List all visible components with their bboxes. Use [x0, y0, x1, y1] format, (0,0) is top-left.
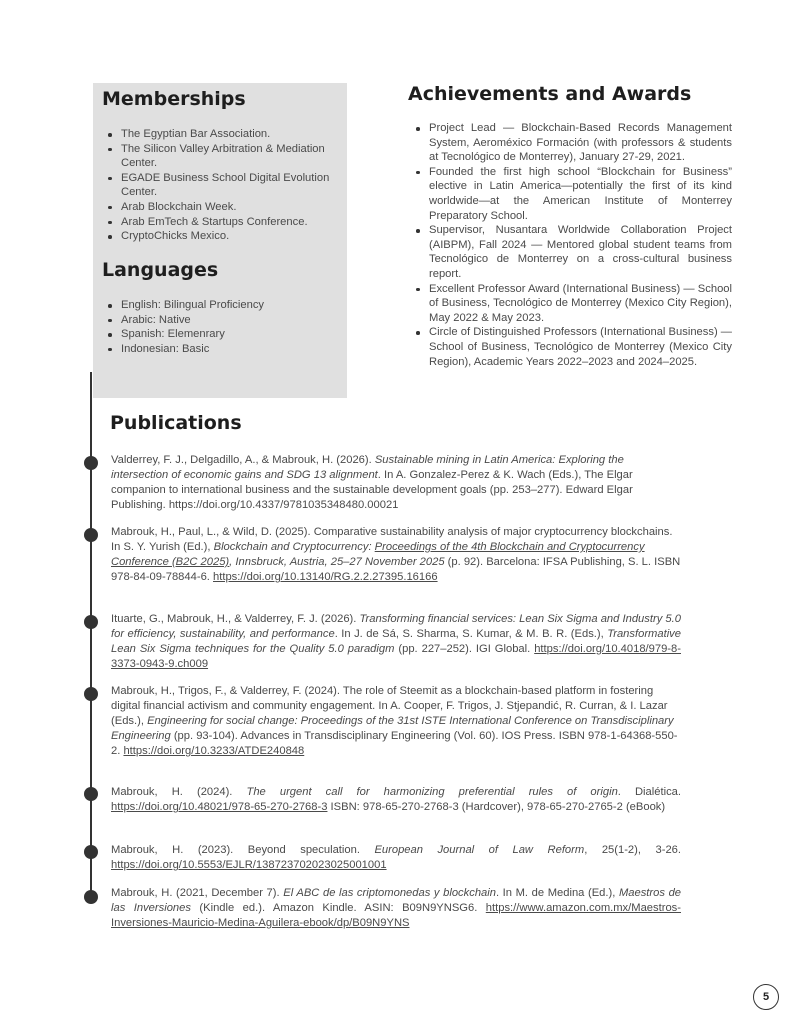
publication-entry: Mabrouk, H. (2024). The urgent call for harmonizing preferential rules of origin. Dialética. https://doi.org/10.48021/978-65-270-2768-3 ISBN: 978-65-270-2768-3 (Hardcover), 978-65-270-2765-2 (eBook): [111, 786, 681, 813]
doi-link[interactable]: https://doi.org/10.5553/EJLR/138723702023025001001: [111, 859, 387, 871]
list-item: Supervisor, Nusantara Worldwide Collaboration Project (AIBPM), Fall 2024 — Mentored global student teams from Tecnológico de Monterrey on a cross-cultural business report.: [410, 223, 732, 281]
list-item: Founded the first high school “Blockchain for Business” elective in Latin America—potentially the first of its kind worldwide—at the American Institute of Monterrey Preparatory School.: [410, 165, 732, 223]
amazon-link[interactable]: https://www.amazon.com.mx/Maestros-Inversiones-Mauricio-Medina-Aguilera-ebook/dp/B09N9YNS: [111, 902, 681, 929]
list-item: EGADE Business School Digital Evolution Center.: [102, 171, 342, 200]
doi-link[interactable]: https://doi.org/10.48021/978-65-270-2768-3: [111, 801, 328, 813]
memberships-heading: Memberships: [102, 88, 246, 110]
memberships-list: [102, 127, 342, 244]
timeline-dot-icon: [84, 787, 98, 801]
timeline-dot-icon: [84, 615, 98, 629]
doi-link[interactable]: https://doi.org/10.13140/RG.2.2.27395.16166: [213, 571, 438, 583]
timeline-dot-icon: [84, 890, 98, 904]
proceedings-link[interactable]: Proceedings of the 4th Blockchain and Cryptocurrency Conference (B2C 2025): [111, 541, 645, 568]
timeline-dot-icon: [84, 528, 98, 542]
list-item: The Egyptian Bar Association.: [102, 127, 342, 142]
achievements-list: [410, 121, 732, 369]
doi-link[interactable]: https://doi.org/10.4018/979-8-3373-0943-9.ch009: [111, 643, 681, 670]
list-item: Project Lead — Blockchain-Based Records Management System, Aeroméxico Formación (with professors & students at Tecnológico de Monterrey), January 27-29, 2021.: [410, 121, 732, 165]
list-item: Spanish: Elemenrary: [102, 327, 342, 342]
list-item: Arab Blockchain Week.: [102, 200, 342, 215]
achievements-heading: Achievements and Awards: [408, 83, 692, 105]
list-item: Indonesian: Basic: [102, 342, 342, 357]
page-number: 5: [753, 984, 779, 1010]
publication-entry: Mabrouk, H. (2021, December 7). El ABC de las criptomonedas y blockchain. In M. de Medina (Ed.), Maestros de las Inversiones (Kindle ed.). Amazon Kindle. ASIN: B09N9YNSG6. https://www.amazon.com.mx/Maestros-Inversiones-Mauricio-Medina-Aguilera-ebook/dp/B09N9YNS: [111, 887, 682, 929]
list-item: Circle of Distinguished Professors (International Business) — School of Business, Tecnológico de Monterrey (Mexico City Region), Academic Years 2022–2023 and 2024–2025.: [410, 325, 732, 369]
timeline-dot-icon: [84, 687, 98, 701]
publication-entry: Mabrouk, H. (2023). Beyond speculation. European Journal of Law Reform, 25(1-2), 3-26. https://doi.org/10.5553/EJLR/138723702023025001001: [111, 844, 681, 871]
list-item: The Silicon Valley Arbitration & Mediation Center.: [102, 142, 342, 171]
list-item: Arabic: Native: [102, 313, 342, 328]
publication-entry: Mabrouk, H., Trigos, F., & Valderrey, F. (2024). The role of Steemit as a blockchain-based platform in fostering digital financial activism and community engagement. In A. Cooper, F. Trigos, J. Stjepandić, R. Curran, & I. Lazar (Eds.), Engineering for social change: Proceedings of the 31st ISTE International Conference on Transdisciplinary Engineering (pp. 93-104). Advances in Transdisciplinary Engineering (Vol. 60). IOS Press. ISBN 978-1-64368-550-2. https://doi.org/10.3233/ATDE240848: [111, 685, 678, 757]
timeline-line: [90, 372, 92, 897]
timeline-dot-icon: [84, 456, 98, 470]
list-item: Excellent Professor Award (International Business) — School of Business, Tecnológico de Monterrey (Mexico City Region), May 2022 & May 2023.: [410, 282, 732, 326]
languages-heading: Languages: [102, 259, 219, 281]
list-item: Arab EmTech & Startups Conference.: [102, 215, 342, 230]
languages-list: [102, 298, 342, 356]
doi-link[interactable]: https://doi.org/10.3233/ATDE240848: [123, 745, 305, 757]
publication-entry: Mabrouk, H., Paul, L., & Wild, D. (2025). Comparative sustainability analysis of major cryptocurrency blockchains. In S. Y. Yurish (Ed.), Blockchain and Cryptocurrency: Proceedings of the 4th Blockchain and Cryptocurrency Conference (B2C 2025), Innsbruck, Austria, 25–27 November 2025 (p. 92). Barcelona: IFSA Publishing, S. L. ISBN 978-84-09-78844-6. https://doi.org/10.13140/RG.2.2.27395.16166: [111, 526, 681, 583]
list-item: CryptoChicks Mexico.: [102, 229, 342, 244]
publications-heading: Publications: [110, 412, 242, 434]
timeline-dot-icon: [84, 845, 98, 859]
list-item: English: Bilingual Proficiency: [102, 298, 342, 313]
publication-entry: Valderrey, F. J., Delgadillo, A., & Mabrouk, H. (2026). Sustainable mining in Latin America: Exploring the intersection of economic gains and SDG 13 alignment. In A. Gonzalez-Perez & K. Wach (Eds.), The Elgar companion to international business and the sustainable development goals (pp. 253–277). Edward Elgar Publishing. https://doi.org/10.4337/9781035348480.00021: [111, 454, 633, 511]
publication-entry: Ituarte, G., Mabrouk, H., & Valderrey, F. J. (2026). Transforming financial services: Lean Six Sigma and Industry 5.0 for efficiency, sustainability, and performance. In J. de Sá, S. Sharma, S. Kumar, & M. B. R. (Eds.), Transformative Lean Six Sigma techniques for the Quality 5.0 paradigm (pp. 227–252). IGI Global. https://doi.org/10.4018/979-8-3373-0943-9.ch009: [111, 613, 681, 670]
